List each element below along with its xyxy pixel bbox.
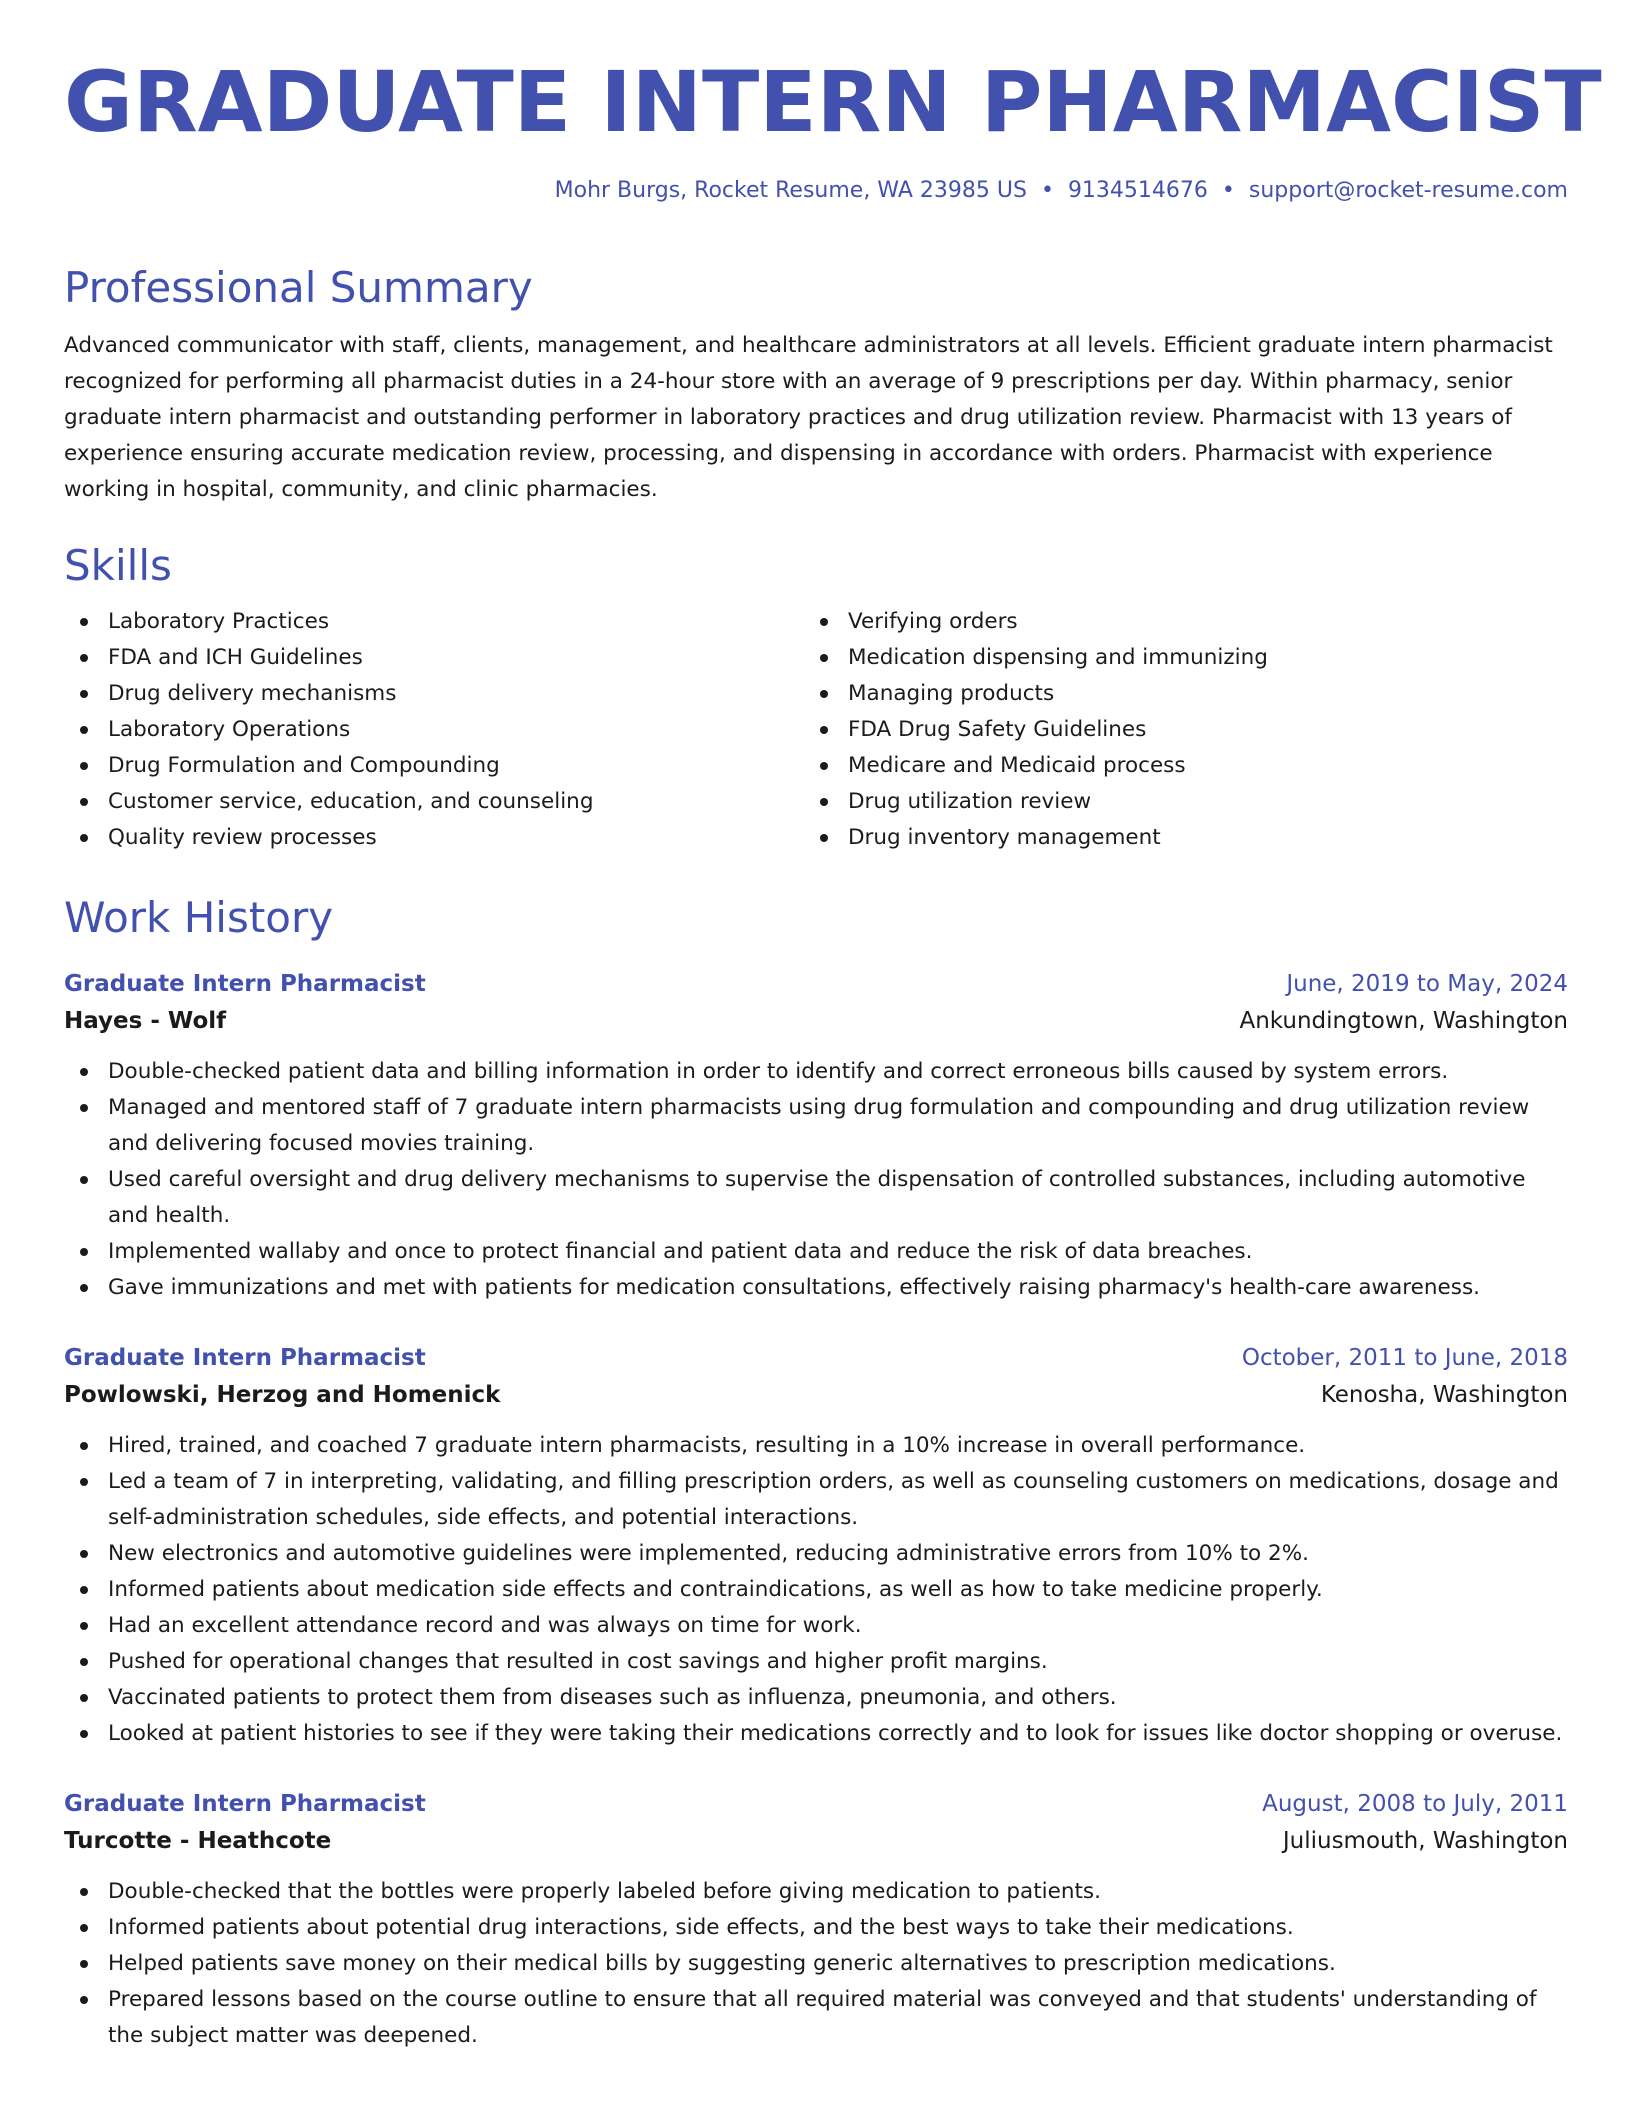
job-header-row: [64, 1340, 1568, 1376]
job-bullet: Vaccinated patients to protect them from diseases such as influenza, pneumonia, and others.: [64, 1680, 1568, 1716]
contact-separator: •: [1040, 178, 1054, 203]
skills-heading: Skills: [64, 541, 172, 590]
job-company: Turcotte - Heathcote: [64, 1828, 332, 1854]
job-location: Kenosha, Washington: [1320, 1382, 1568, 1408]
skill-item: Medicare and Medicaid process: [804, 748, 1544, 784]
job-company-row: [64, 1002, 1568, 1040]
resume-name: GRADUATE INTERN PHARMACIST: [64, 53, 1602, 151]
summary-section: [64, 262, 1568, 508]
skill-item: FDA and ICH Guidelines: [64, 640, 804, 676]
skill-item: Drug inventory management: [804, 820, 1544, 856]
contact-line: [555, 176, 1568, 206]
skill-item: Laboratory Practices: [64, 604, 804, 640]
job-title: Graduate Intern Pharmacist: [64, 971, 426, 997]
skill-item: Managing products: [804, 676, 1544, 712]
job-bullets: [64, 1874, 1568, 2054]
job-bullet: Looked at patient histories to see if they were taking their medications correctly and to look for issues like doctor shopping or overuse.: [64, 1716, 1568, 1752]
job-entry: [64, 966, 1568, 1306]
skill-item: Laboratory Operations: [64, 712, 804, 748]
summary-text: Advanced communicator with staff, clients, management, and healthcare administrators at all levels. Efficient graduate intern pharmacist recognized for performing all pharmacist duties in a 24-hour store with an average of 9 prescriptions per day. Within pharmacy, senior graduate intern pharmacist and outstanding performer in laboratory practices and drug utilization review. Pharmacist with 13 years of experience ensuring accurate medication review, processing, and dispensing in accordance with orders. Pharmacist with experience working in hospital, community, and clinic pharmacies.: [64, 333, 1553, 502]
skills-section: [64, 540, 1568, 856]
skill-item: Medication dispensing and immunizing: [804, 640, 1544, 676]
job-bullet: Double-checked that the bottles were properly labeled before giving medication to patients.: [64, 1874, 1568, 1910]
job-bullet: New electronics and automotive guidelines were implemented, reducing administrative errors from 10% to 2%.: [64, 1536, 1568, 1572]
job-dates: August, 2008 to July, 2011: [1262, 1791, 1568, 1817]
job-entry: [64, 1340, 1568, 1752]
skill-item: FDA Drug Safety Guidelines: [804, 712, 1544, 748]
job-bullets: [64, 1054, 1568, 1306]
job-bullet: Prepared lessons based on the course outline to ensure that all required material was conveyed and that students' understanding of the subject matter was deepened.: [64, 1982, 1568, 2054]
job-company: Hayes - Wolf: [64, 1008, 227, 1034]
job-bullet: Gave immunizations and met with patients for medication consultations, effectively raising pharmacy's health-care awareness.: [64, 1270, 1568, 1306]
job-bullet: Informed patients about potential drug interactions, side effects, and the best ways to take their medications.: [64, 1910, 1568, 1946]
job-header-row: [64, 1786, 1568, 1822]
skill-item: Drug Formulation and Compounding: [64, 748, 804, 784]
job-bullet: Hired, trained, and coached 7 graduate intern pharmacists, resulting in a 10% increase in overall performance.: [64, 1428, 1568, 1464]
job-company-row: [64, 1822, 1568, 1860]
job-bullet: Led a team of 7 in interpreting, validating, and filling prescription orders, as well as counseling customers on medications, dosage and self-administration schedules, side effects, and potential interactions.: [64, 1464, 1568, 1536]
contact-separator: •: [1221, 178, 1235, 203]
skill-item: Drug utilization review: [804, 784, 1544, 820]
job-bullet: Used careful oversight and drug delivery mechanisms to supervise the dispensation of controlled substances, including automotive and health.: [64, 1162, 1568, 1234]
contact-phone: 9134514676: [1067, 178, 1208, 203]
summary-heading: Professional Summary: [64, 263, 533, 312]
work-history-section: [64, 892, 1568, 2054]
job-bullet: Had an excellent attendance record and was always on time for work.: [64, 1608, 1568, 1644]
job-bullet: Implemented wallaby and once to protect financial and patient data and reduce the risk of data breaches.: [64, 1234, 1568, 1270]
skill-item: Verifying orders: [804, 604, 1544, 640]
work-history-heading: Work History: [64, 893, 334, 942]
skill-item: Drug delivery mechanisms: [64, 676, 804, 712]
contact-email: support@rocket-resume.com: [1248, 178, 1568, 203]
job-bullet: Helped patients save money on their medical bills by suggesting generic alternatives to prescription medications.: [64, 1946, 1568, 1982]
job-bullet: Managed and mentored staff of 7 graduate intern pharmacists using drug formulation and compounding and drug utilization review and delivering focused movies training.: [64, 1090, 1568, 1162]
job-header-row: [64, 966, 1568, 1002]
skills-columns: [64, 604, 1568, 856]
job-company-row: [64, 1376, 1568, 1414]
job-bullet: Pushed for operational changes that resulted in cost savings and higher profit margins.: [64, 1644, 1568, 1680]
skills-list-right: [804, 604, 1544, 856]
job-location: Ankundingtown, Washington: [1239, 1008, 1568, 1034]
job-company: Powlowski, Herzog and Homenick: [64, 1382, 501, 1408]
job-dates: June, 2019 to May, 2024: [1286, 971, 1568, 997]
job-bullets: [64, 1428, 1568, 1752]
job-location: Juliusmouth, Washington: [1282, 1828, 1568, 1854]
job-entry: [64, 1786, 1568, 2054]
skills-list-left: [64, 604, 804, 856]
job-dates: October, 2011 to June, 2018: [1241, 1345, 1568, 1371]
job-bullet: Informed patients about medication side effects and contraindications, as well as how to take medicine properly.: [64, 1572, 1568, 1608]
contact-address: Mohr Burgs, Rocket Resume, WA 23985 US: [554, 178, 1027, 203]
job-title: Graduate Intern Pharmacist: [64, 1791, 426, 1817]
skill-item: Customer service, education, and counseling: [64, 784, 804, 820]
job-bullet: Double-checked patient data and billing information in order to identify and correct erroneous bills caused by system errors.: [64, 1054, 1568, 1090]
job-title: Graduate Intern Pharmacist: [64, 1345, 426, 1371]
skill-item: Quality review processes: [64, 820, 804, 856]
